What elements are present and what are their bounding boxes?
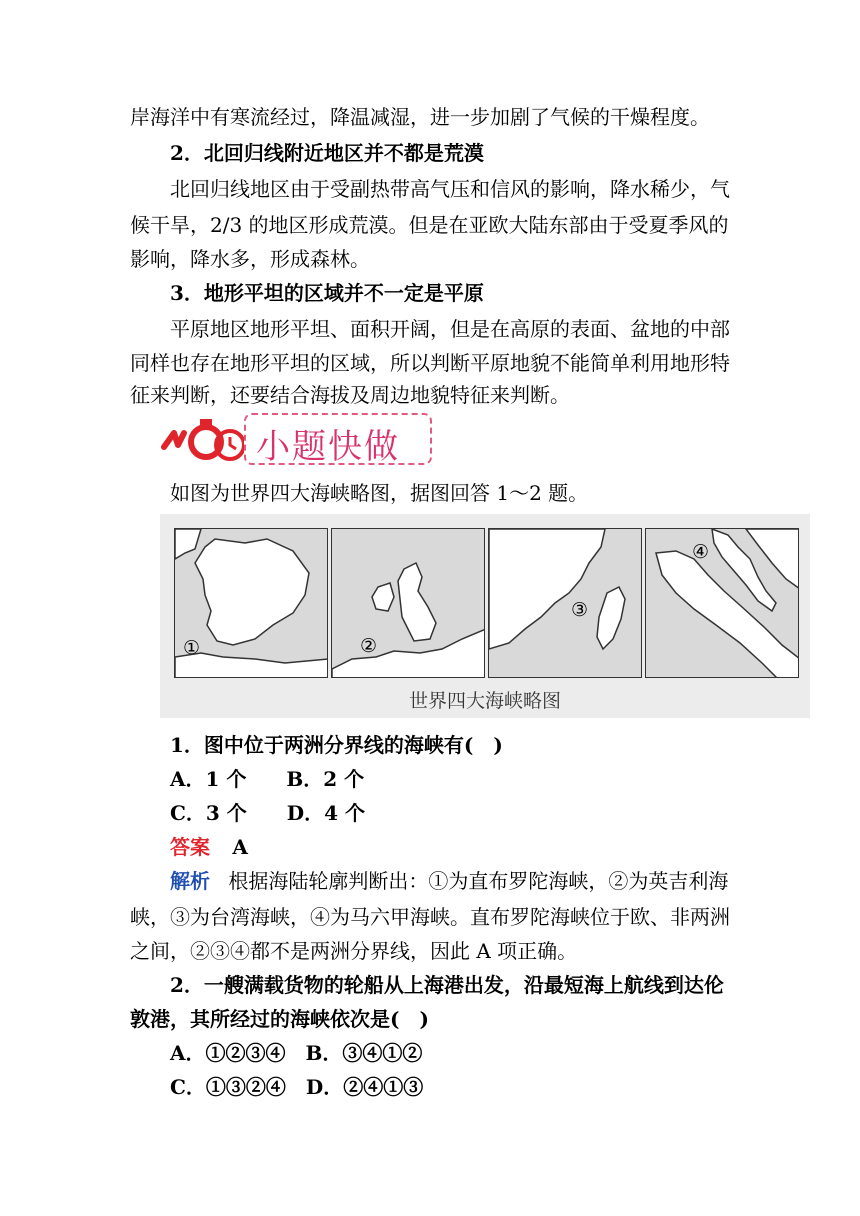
map-panel-english-channel: [331, 528, 485, 678]
q2-options-row2: C．①③②④ D．②④①③: [170, 1075, 424, 1099]
figure-caption: 世界四大海峡略图: [408, 690, 561, 712]
heading-2: 2．北回归线附近地区并不都是荒漠: [170, 141, 484, 165]
marker-3: ③: [571, 599, 589, 621]
answer-label: 答案: [170, 835, 210, 859]
text-line: 候干旱，2/3 的地区形成荒漠。但是在亚欧大陆东部由于受夏季风的: [130, 213, 729, 237]
marker-1: ①: [183, 637, 201, 659]
answer-value: A: [232, 835, 248, 859]
heading-3: 3．地形平坦的区域并不一定是平原: [170, 281, 484, 305]
analysis-text: 峡，③为台湾海峡，④为马六甲海峡。直布罗陀海峡位于欧、非两洲: [130, 905, 730, 929]
analysis-text: 根据海陆轮廓判断出：①为直布罗陀海峡，②为英吉利海: [228, 869, 729, 893]
analysis-label: 解析: [170, 869, 210, 893]
malacca-map: [646, 529, 799, 678]
taiwan-strait-map: [489, 529, 642, 678]
q1-options-row1: A．1 个 B．2 个: [170, 767, 365, 791]
text-line: 征来判断，还要结合海拔及周边地貌特征来判断。: [130, 383, 570, 407]
text-line: 影响，降水多，形成森林。: [130, 247, 370, 271]
q2-options-row1: A．①②③④ B．③④①②: [170, 1041, 423, 1065]
stopwatch-logo-icon: [160, 409, 250, 469]
map-panel-taiwan-strait: [488, 528, 642, 678]
straits-figure: [160, 514, 810, 718]
marker-4: ④: [692, 541, 710, 563]
q2-stem: 敦港，其所经过的海峡依次是( ): [130, 1007, 429, 1031]
english-channel-map: [332, 529, 485, 678]
analysis-text: 之间，②③④都不是两洲分界线，因此 A 项正确。: [130, 939, 578, 963]
text-line: 同样也存在地形平坦的区域，所以判断平原地貌不能简单利用地形特: [130, 351, 730, 375]
quick-quiz-banner: [160, 409, 434, 469]
map-panel-malacca: [645, 528, 799, 678]
text-line: 北回归线地区由于受副热带高气压和信风的影响，降水稀少，气: [170, 177, 730, 201]
banner-label: 小题快做: [256, 427, 400, 467]
text-line: 平原地区地形平坦、面积开阔，但是在高原的表面、盆地的中部: [170, 317, 730, 341]
q2-stem: 2．一艘满载货物的轮船从上海港出发，沿最短海上航线到达伦: [170, 973, 724, 997]
q1-stem: 1．图中位于两洲分界线的海峡有( ): [170, 733, 503, 757]
marker-2: ②: [360, 635, 378, 657]
q1-answer: [170, 834, 248, 860]
q1-options-row2: C．3 个 D．4 个: [170, 801, 366, 825]
text-line: 岸海洋中有寒流经过，降温减湿，进一步加剧了气候的干燥程度。: [130, 105, 710, 129]
q1-analysis: [170, 868, 728, 894]
intro-text: 如图为世界四大海峡略图，据图回答 1～2 题。: [170, 481, 589, 505]
map-panel-gibraltar: [174, 528, 328, 678]
